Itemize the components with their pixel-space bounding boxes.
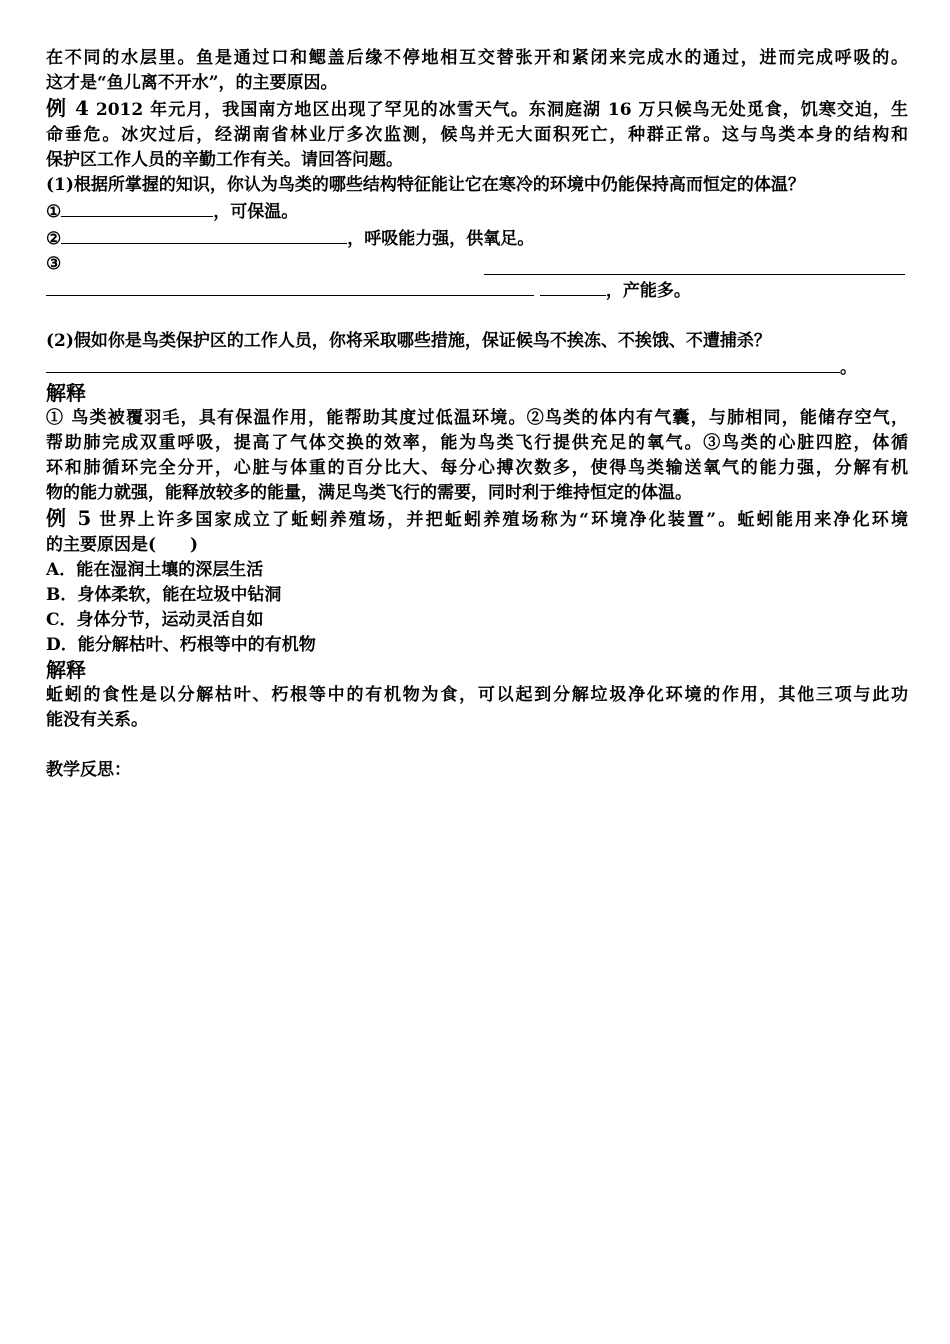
example4-line-2: 命垂危。冰灾过后，经湖南省林业厅多次监测，候鸟并无大面积死亡，种群正常。这与鸟类本身的结构和 (46, 125, 908, 145)
explanation-4-line-2: 帮助肺完成双重呼吸，提高了气体交换的效率，能为鸟类飞行提供充足的氧气。③鸟类的心脏四腔，体循 (46, 433, 908, 453)
spacer (46, 304, 908, 329)
answer-3-blank-c[interactable] (540, 277, 606, 296)
answer-1-suffix: ，可保温。 (213, 202, 299, 222)
explanation-4-title: 解释 (46, 381, 86, 405)
teaching-reflection-label: 教学反思： (46, 760, 131, 780)
option-d: D．能分解枯叶、朽根等中的有机物 (46, 635, 316, 655)
answer-1-blank[interactable] (61, 198, 213, 217)
answer-3-blank-a[interactable] (484, 256, 905, 275)
example5-line-2: 的主要原因是( ) (46, 535, 199, 555)
document-page (46, 46, 908, 783)
intro-line-1: 在不同的水层里。鱼是通过口和鳃盖后缘不停地相互交替张开和紧闭来完成水的通过，进而完成呼吸的。 (46, 48, 908, 68)
answer-1-row (46, 198, 908, 225)
explanation-5-line-2: 能没有关系。 (46, 710, 148, 730)
example4-line-1 (46, 96, 908, 123)
example4-text-1: 2012 年元月，我国南方地区出现了罕见的冰雪天气。东洞庭湖 16 万只候鸟无处觅食，饥寒交迫，生 (88, 100, 908, 120)
example4-line-3: 保护区工作人员的辛勤工作有关。请回答问题。 (46, 150, 403, 170)
answer-2-row (46, 225, 908, 252)
answer-2-blank[interactable] (61, 225, 347, 244)
question-2-end: 。 (840, 358, 857, 378)
example5-line-1 (46, 506, 908, 533)
answer-3-continuation (46, 277, 908, 304)
question-2-answer-row (46, 354, 908, 381)
circled-number-2: ② (46, 229, 62, 249)
circled-number-3: ③ (46, 254, 62, 274)
answer-2-suffix: ，呼吸能力强，供氧足。 (347, 229, 535, 249)
question-2: (2)假如你是鸟类保护区的工作人员，你将采取哪些措施，保证候鸟不挨冻、不挨饿、不遭捕杀？ (46, 331, 771, 351)
explanation-4-line-1: ① 鸟类被覆羽毛，具有保温作用，能帮助其度过低温环境。②鸟类的体内有气囊，与肺相同，能储存空气， (46, 408, 908, 428)
explanation-5-title: 解释 (46, 658, 86, 682)
explanation-4-line-3: 环和肺循环完全分开，心脏与体重的百分比大、每分心搏次数多，使得鸟类输送氧气的能力强，分解有机 (46, 458, 908, 478)
example4-label: 例 4 (46, 96, 89, 120)
circled-number-1: ① (46, 202, 62, 222)
explanation-5-line-1: 蚯蚓的食性是以分解枯叶、朽根等中的有机物为食，可以起到分解垃圾净化环境的作用，其他三项与此功 (46, 685, 908, 705)
example5-text-1: 世界上许多国家成立了蚯蚓养殖场，并把蚯蚓养殖场称为“环境净化装置”。蚯蚓能用来净化环境 (91, 510, 908, 530)
question-2-blank[interactable] (46, 354, 840, 373)
question-1: (1)根据所掌握的知识，你认为鸟类的哪些结构特征能让它在寒冷的环境中仍能保持高而恒定的体温？ (46, 175, 805, 195)
example5-label: 例 5 (46, 506, 92, 530)
intro-line-2: 这才是“鱼儿离不开水”，的主要原因。 (46, 73, 338, 93)
answer-3-blank-b[interactable] (46, 277, 534, 296)
option-b: B．身体柔软，能在垃圾中钻洞 (46, 585, 282, 605)
explanation-4-line-4: 物的能力就强，能释放较多的能量，满足鸟类飞行的需要，同时利于维持恒定的体温。 (46, 483, 692, 503)
answer-3-suffix: ，产能多。 (605, 281, 691, 301)
option-a: A．能在湿润土壤的深层生活 (46, 560, 264, 580)
spacer (46, 733, 908, 758)
answer-3-row (46, 252, 908, 277)
option-c: C．身体分节，运动灵活自如 (46, 610, 264, 630)
